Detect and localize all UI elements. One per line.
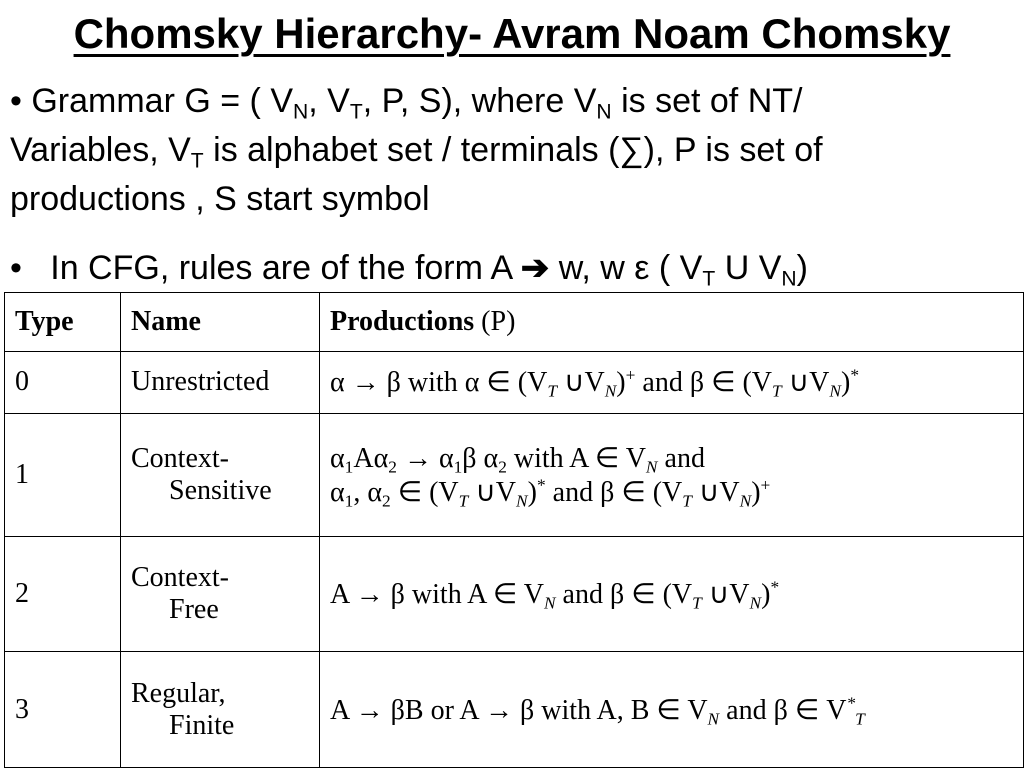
table-row xyxy=(5,351,1024,413)
header-type: Type xyxy=(5,293,121,352)
cell-name: Unrestricted xyxy=(121,351,320,413)
chomsky-table xyxy=(4,292,1024,768)
table-row xyxy=(5,536,1024,652)
cell-name: Regular, Finite xyxy=(121,652,320,768)
bullet-cfg: • In CFG, rules are of the form A ➔ w, w ε ( $V_T$ U $V_N$) xyxy=(10,249,808,291)
header-name: Name xyxy=(121,293,320,352)
cell-productions: $\alpha_1A\alpha_2 \to \alpha_1\beta$ $\alpha_2$ with A ∈ $V_N$ and $\alpha_1$, $\alpha_2$ ∈ ($V_T$ $\cup V_N)^*$ and β ∈ ($V_T$ $\cup V_N)^+$ xyxy=(320,413,1024,536)
table-header-row xyxy=(5,293,1024,352)
arrow-icon: ➔ xyxy=(520,249,550,287)
cell-type: 2 xyxy=(5,536,121,652)
bullet-grammar: • Grammar G = ( $V_N$, $V_T$, P, S), where $V_N$ is set of NT/ Variables, $V_T$ is alphabet set / terminals (∑), P is set of productions , S start symbol xyxy=(10,82,823,218)
table-row xyxy=(5,652,1024,768)
cell-type: 1 xyxy=(5,413,121,536)
slide-title: Chomsky Hierarchy- Avram Noam Chomsky xyxy=(73,10,951,57)
cell-name: Context- Sensitive xyxy=(121,413,320,536)
cell-productions: α → β with α ∈ ($V_T$ $\cup V_N)^+$ and β ∈ ($V_T$ $\cup V_N)^*$ xyxy=(320,351,1024,413)
cell-productions: A → β with A ∈ $V_N$ and β ∈ ($V_T$ $\cup V_N)^*$ xyxy=(320,536,1024,652)
cell-type: 3 xyxy=(5,652,121,768)
table-row xyxy=(5,413,1024,536)
cell-productions: A → βB or A → β with A, B ∈ $V_N$ and β ∈ $V^*_T$ xyxy=(320,652,1024,768)
header-productions: Productions (P) xyxy=(320,293,1024,352)
cell-name: Context- Free xyxy=(121,536,320,652)
cell-type: 0 xyxy=(5,351,121,413)
